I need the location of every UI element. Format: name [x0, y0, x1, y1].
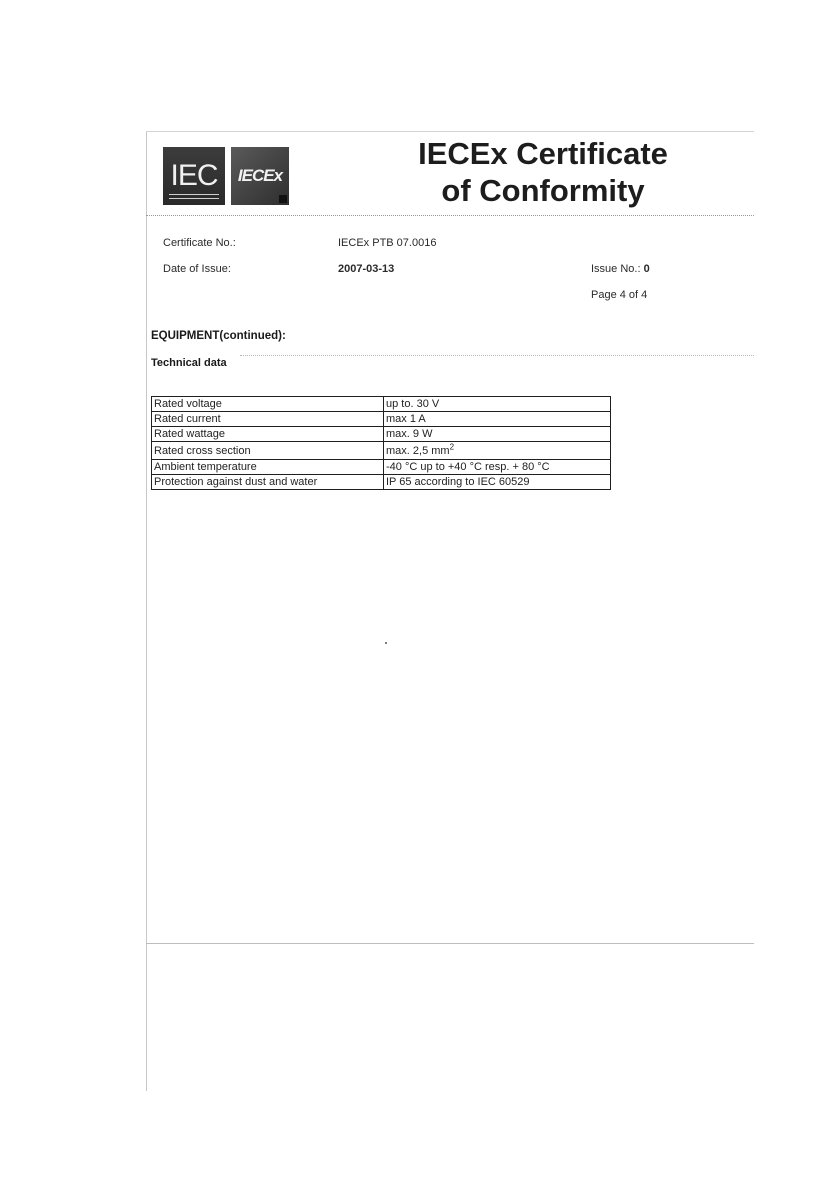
table-row [152, 427, 611, 442]
row-label: Rated current [152, 412, 384, 427]
date-of-issue-value [338, 263, 394, 275]
table-row [152, 460, 611, 475]
page-frame-left-edge [146, 131, 147, 1091]
certificate-number-label: Certificate No.: [163, 237, 236, 249]
iec-logo-text: IEC [170, 159, 218, 192]
technical-data-heading: Technical data [151, 357, 227, 369]
row-label: Rated wattage [152, 427, 384, 442]
scan-speck [385, 642, 387, 644]
cross-section-exponent: 2 [449, 441, 455, 451]
row-value: max. 9 W [384, 427, 611, 442]
header-divider [146, 215, 754, 216]
row-label: Rated voltage [152, 397, 384, 412]
technical-data-divider [240, 355, 754, 356]
table-row [152, 412, 611, 427]
iecex-logo-text: IECEx [237, 166, 283, 185]
row-value: max 1 A [384, 412, 611, 427]
issue-number-label: Issue No.: [591, 263, 641, 275]
row-value: up to. 30 V [384, 397, 611, 412]
row-label: Protection against dust and water [152, 475, 384, 490]
table-row [152, 397, 611, 412]
iec-logo-bar [169, 194, 219, 199]
row-value: -40 °C up to +40 °C resp. + 80 °C [384, 460, 611, 475]
row-label: Rated cross section [152, 442, 384, 460]
issue-number-value: 0 [643, 263, 650, 275]
page-number: Page 4 of 4 [591, 289, 648, 301]
row-label: Ambient temperature [152, 460, 384, 475]
iecex-logo-corner [279, 195, 287, 203]
iec-logo [163, 147, 225, 205]
document-title [378, 135, 708, 209]
row-value: IP 65 according to IEC 60529 [384, 475, 611, 490]
table-row [152, 442, 611, 460]
technical-data-table [151, 396, 611, 490]
table-row [152, 475, 611, 490]
date-of-issue-value-text: 2007-03-13 [338, 263, 395, 275]
date-of-issue-label: Date of Issue: [163, 263, 231, 275]
issue-number [591, 263, 650, 275]
certificate-number-value: IECEx PTB 07.0016 [338, 237, 437, 249]
page-frame-top-rule [146, 131, 754, 132]
iecex-logo [231, 147, 289, 205]
page-frame-bottom-rule [146, 943, 754, 944]
row-value [384, 442, 611, 460]
title-line-2: of Conformity [441, 173, 645, 208]
title-line-1: IECEx Certificate [418, 136, 668, 171]
equipment-section-title: EQUIPMENT(continued): [151, 330, 286, 342]
cross-section-value: max. 2,5 mm [386, 444, 450, 457]
